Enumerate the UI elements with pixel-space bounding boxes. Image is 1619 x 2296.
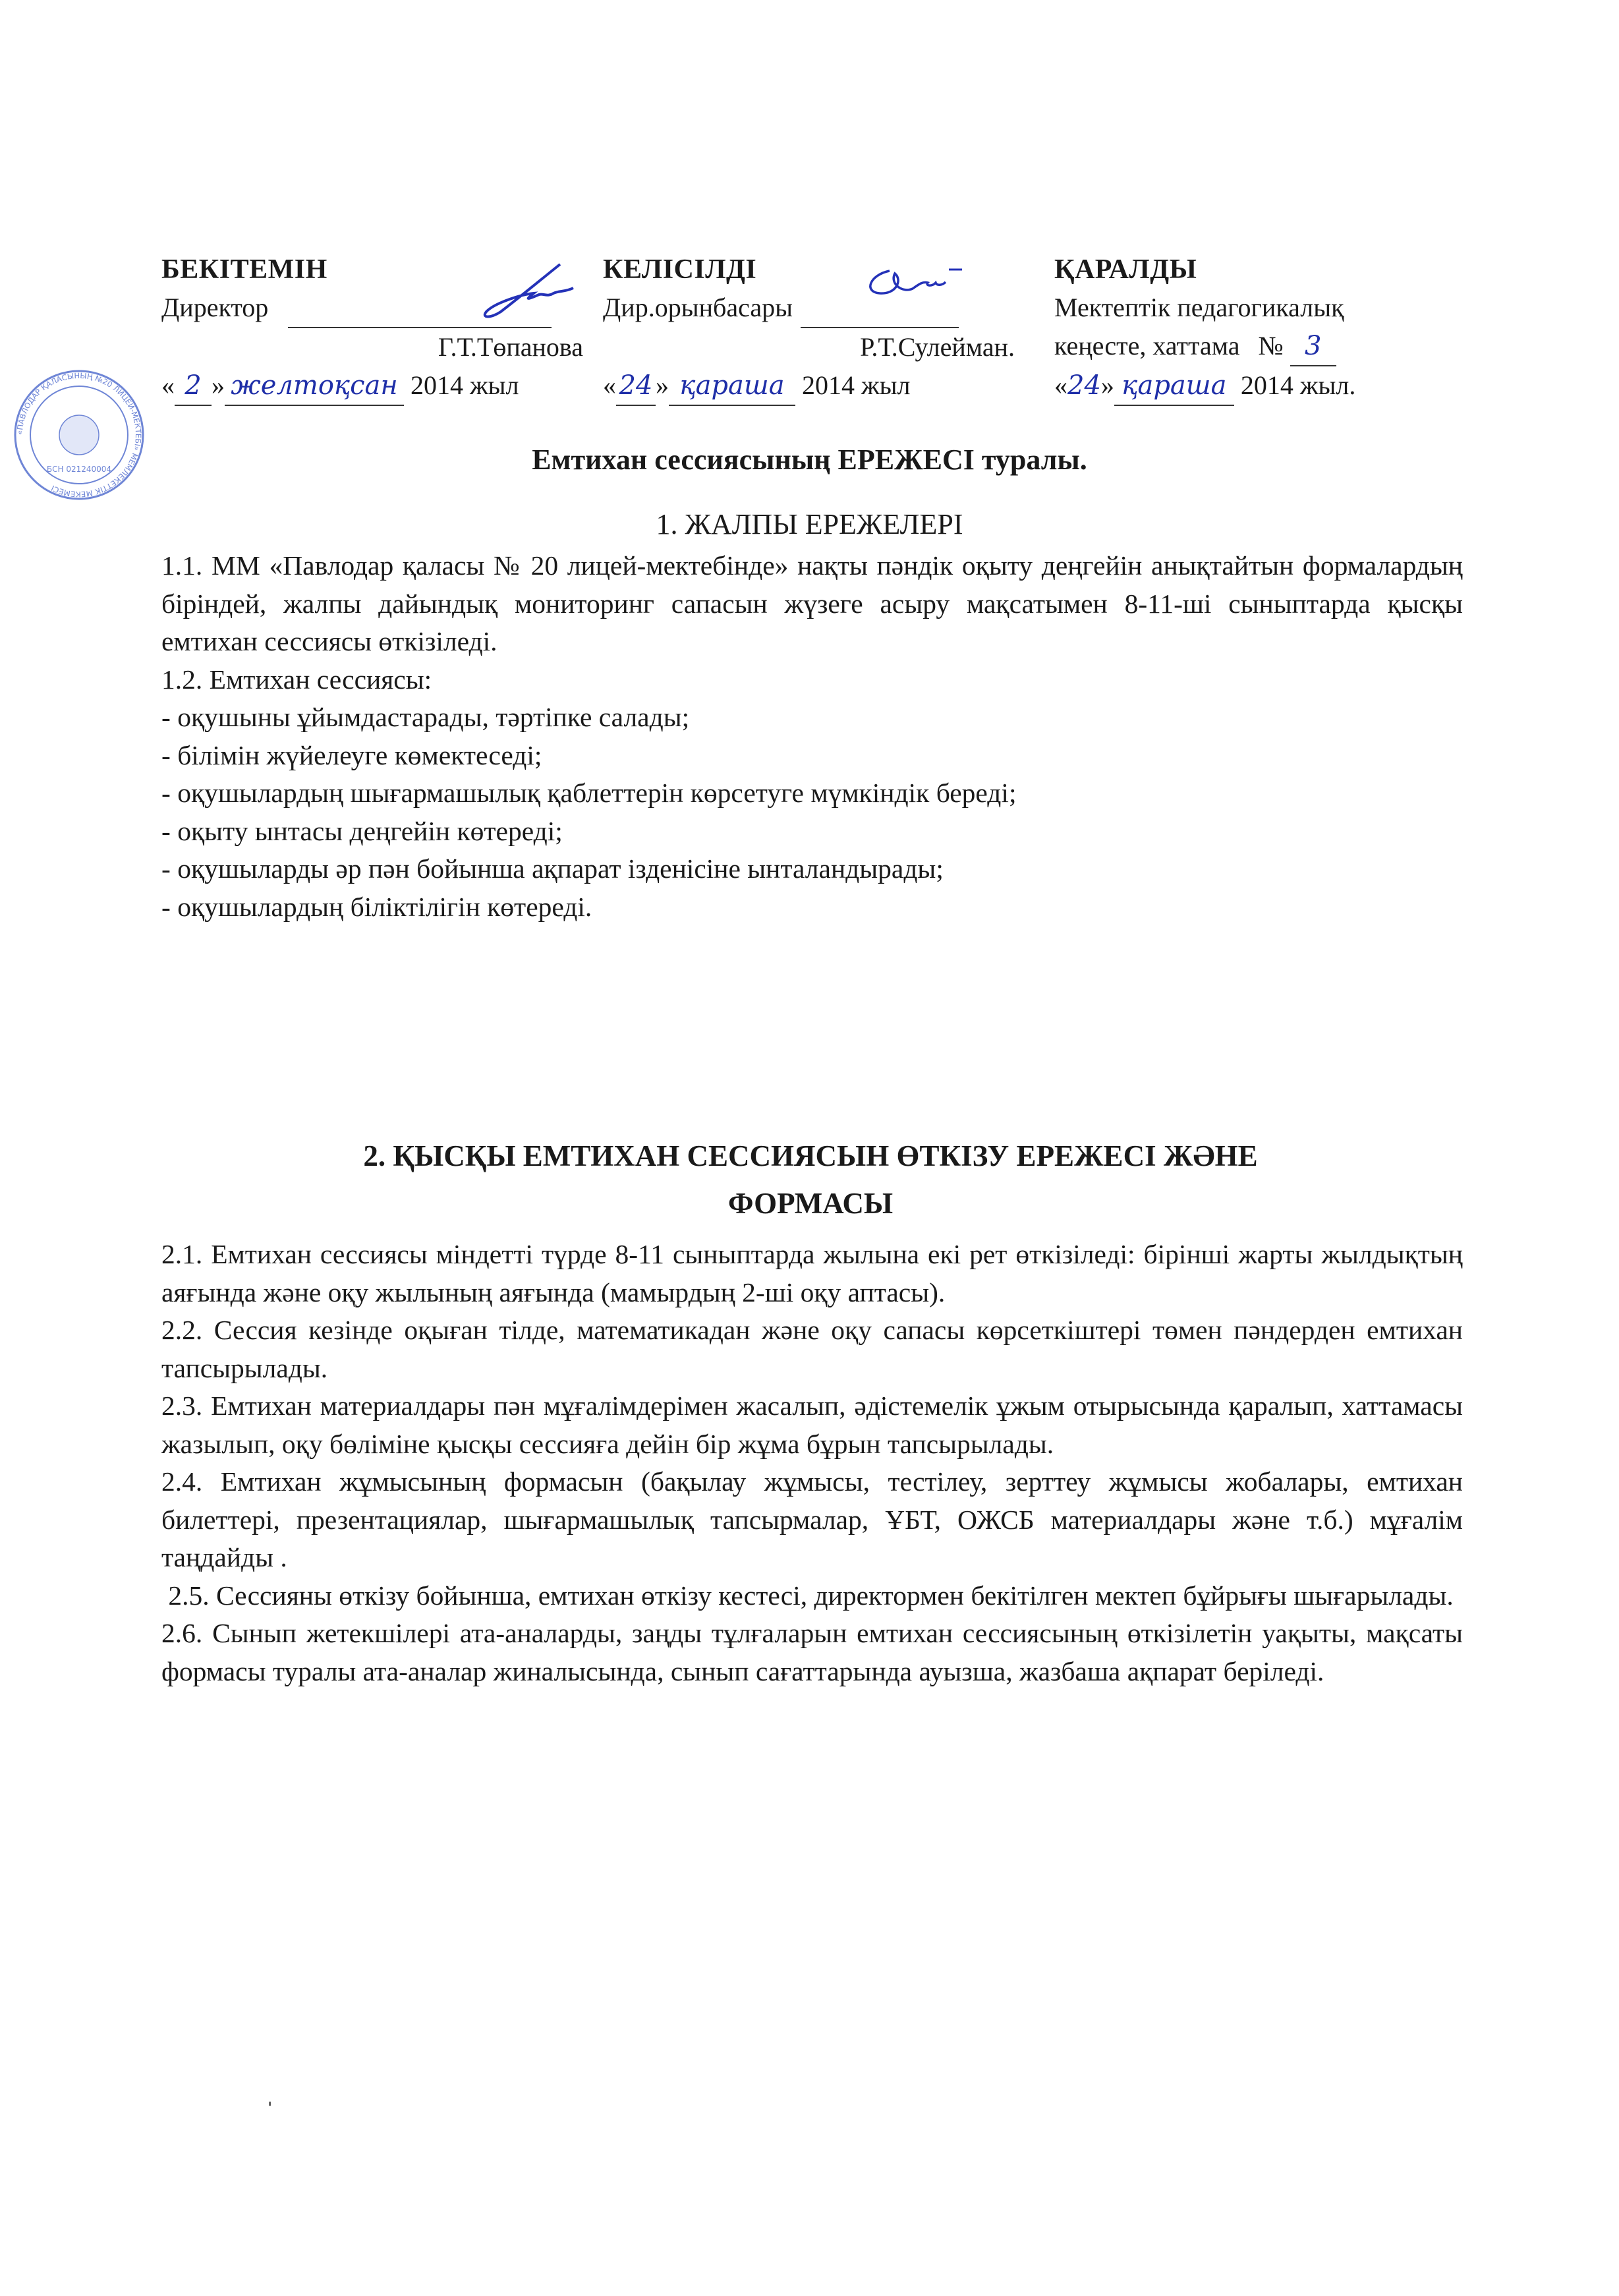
document-title: Емтихан сессиясының ЕРЕЖЕСІ туралы.	[532, 444, 1087, 476]
reviewed-line2: кеңесте, хаттама	[1054, 331, 1240, 360]
approval-block-reviewed	[1054, 250, 1476, 406]
deputy-signature	[857, 267, 969, 300]
section-1-heading: 1. ЖАЛПЫ ЕРЕЖЕЛЕРІ	[656, 508, 963, 540]
paragraph-1-2: 1.2. Емтихан сессиясы:	[161, 664, 432, 695]
section-2-heading-line2: ФОРМАСЫ	[727, 1187, 894, 1220]
bullet-item: - оқушылардың біліктілігін көтереді.	[161, 891, 592, 922]
reviewed-year: 2014 жыл.	[1240, 370, 1356, 400]
bullet-item: - білімін жүйелеуге көмектеседі;	[161, 739, 542, 770]
bullet-item: - оқыту ынтасы деңгейін көтереді;	[161, 815, 563, 846]
approved-month: желтоқсан	[225, 366, 404, 406]
scan-speck: ˌ	[266, 2077, 275, 2106]
approved-date: « 2 » желтоқсан 2014 жыл	[161, 366, 583, 406]
approved-name: Г.Т.Төпанова	[438, 332, 583, 362]
section-2-heading	[161, 1132, 1460, 1227]
paragraph-2-5: 2.5. Сессияны өткізу бойынша, емтихан өткізу кестесі, директормен бекітілген мектеп бұйрығы шығарылады.	[161, 1580, 1454, 1611]
reviewed-month: қараша	[1114, 366, 1234, 406]
director-signature	[461, 260, 580, 323]
agreed-month: қараша	[669, 366, 795, 406]
agreed-name: Р.Т.Сулейман.	[860, 332, 1015, 362]
approved-year: 2014 жыл	[411, 370, 519, 400]
agreed-year: 2014 жыл	[802, 370, 911, 400]
protocol-number-label: №	[1258, 331, 1284, 360]
bullet-item: - оқушылардың шығармашылық қаблеттерін көрсетуге мүмкіндік береді;	[161, 778, 1017, 808]
reviewed-line1: Мектептік педагогикалық	[1054, 293, 1344, 322]
paragraph-2-1: 2.1. Емтихан сессиясы міндетті түрде 8-11 сыныптарда жылына екі рет өткізіледі: бірінші жарты жылдықтың аяғында және оқу жылының аяғында (мамырдың 2-ші оқу аптасы).	[161, 1239, 1463, 1307]
official-stamp	[13, 369, 145, 501]
reviewed-protocol-row	[1054, 327, 1476, 366]
protocol-number: 3	[1290, 327, 1336, 366]
paragraph-1-1: 1.1. ММ «Павлодар қаласы № 20 лицей-мектебінде» нақты пәндік оқыту деңгейін анықтайтын формалардың біріндей, жалпы дайындық мониторинг сапасын жүзеге асыру мақсатымен 8-11-ші сыныптарда қысқы емтихан сессиясы өткізіледі.	[161, 550, 1463, 656]
approved-heading: БЕКІТЕМІН	[161, 254, 327, 285]
approved-role: Директор	[161, 293, 269, 322]
section-2-heading-line1: 2. ҚЫСҚЫ ЕМТИХАН СЕССИЯСЫН ӨТКІЗУ ЕРЕЖЕСІ ЖӘНЕ	[363, 1139, 1258, 1172]
agreed-role: Дир.орынбасары	[603, 293, 793, 322]
agreed-day: 24	[616, 366, 656, 406]
stamp-bin: БСН 021240004	[46, 465, 112, 474]
reviewed-heading: ҚАРАЛДЫ	[1054, 254, 1197, 285]
paragraph-2-6: 2.6. Сынып жетекшілері ата-аналарды, заңды тұлғаларын емтихан сессиясының өткізілетін уақыты, мақсаты формасы туралы ата-аналар жиналысында, сынып сағаттарында ауызша, жазбаша ақпарат беріледі.	[161, 1618, 1463, 1686]
bullet-item: - оқушыларды әр пән бойынша ақпарат ізденісіне ынталандырады;	[161, 853, 944, 884]
bullet-item: - оқушыны ұйымдастарады, тәртіпке салады;	[161, 702, 690, 732]
agreed-date: « 24 » қараша 2014 жыл	[603, 366, 1015, 406]
stamp-outer-text: «ПАВЛОДАР ҚАЛАСЫНЫҢ №20 ЛИЦЕЙ-МЕКТЕБІ» МЕМЛЕКЕТТІК МЕКЕМЕСІ	[14, 370, 144, 500]
reviewed-day: 24	[1067, 370, 1101, 401]
section-1-body	[161, 547, 1463, 926]
paragraph-2-4: 2.4. Емтихан жұмысының формасын (бақылау жұмысы, тестілеу, зерттеу жұмысы жобалары, емтихан билеттері, презентациялар, шығармашылық тапсырмалар, ҰБТ, ОЖСБ материалдары және т.б.) мұғалім таңдайды .	[161, 1466, 1463, 1572]
agreed-heading: КЕЛІСІЛДІ	[603, 254, 757, 285]
paragraph-2-3: 2.3. Емтихан материалдары пән мұғалімдерімен жасалып, әдістемелік ұжым отырысында қаралып, хаттамасы жазылып, оқу бөліміне қысқы сессияға дейін бір жұма бұрын тапсырылады.	[161, 1391, 1463, 1459]
approved-day: 2	[175, 366, 212, 406]
paragraph-2-2: 2.2. Сессия кезінде оқыған тілде, математикадан және оқу сапасы көрсеткіштері төмен пәндерден емтихан тапсырылады.	[161, 1315, 1463, 1383]
reviewed-date: «24» қараша 2014 жыл.	[1054, 366, 1476, 406]
section-2-body	[161, 1236, 1463, 1690]
